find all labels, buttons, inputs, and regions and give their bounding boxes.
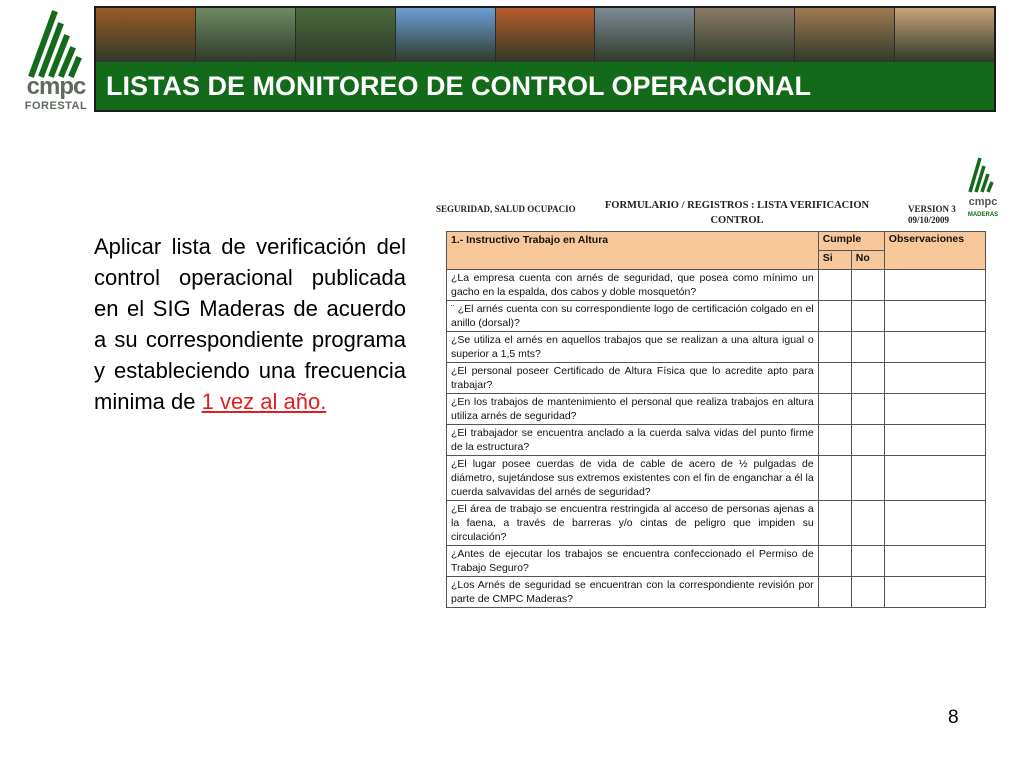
cumple-header: Cumple: [818, 232, 884, 251]
table-row: [447, 332, 986, 363]
si-cell[interactable]: [818, 270, 851, 301]
si-cell[interactable]: [818, 456, 851, 501]
paragraph-text: Aplicar lista de verificación del control operacional publicada en el SIG Maderas de acuerdo a su correspondiente programa y estableciendo una frecuencia minima de: [94, 234, 406, 414]
no-cell[interactable]: [851, 577, 884, 608]
no-cell[interactable]: [851, 332, 884, 363]
no-cell[interactable]: [851, 456, 884, 501]
form-version-number: VERSION 3: [908, 204, 956, 214]
table-row: [447, 501, 986, 546]
almonds-photo: [96, 8, 196, 62]
mill-photo: [595, 8, 695, 62]
table-row: [447, 394, 986, 425]
si-cell[interactable]: [818, 332, 851, 363]
question-cell: ¿El lugar posee cuerdas de vida de cable de acero de ½ pulgadas de diámetro, sujetándose sus extremos existentes con el fin de enganchar a él la cuerda salvavidas del arnés de seguridad?: [447, 456, 819, 501]
logo-division: FORESTAL: [24, 100, 88, 112]
warehouse-photo: [795, 8, 895, 62]
si-cell[interactable]: [818, 301, 851, 332]
form-title-line1: FORMULARIO / REGISTROS : LISTA VERIFICACION CONTROL: [604, 200, 870, 226]
question-cell: ¿El personal poseer Certificado de Altura Física que lo acredite apto para trabajar?: [447, 363, 819, 394]
table-row: [447, 546, 986, 577]
no-header: No: [851, 251, 884, 270]
si-header: Si: [818, 251, 851, 270]
no-cell[interactable]: [851, 301, 884, 332]
si-cell[interactable]: [818, 546, 851, 577]
observaciones-cell[interactable]: [884, 577, 985, 608]
workers-photo: [496, 8, 596, 62]
no-cell[interactable]: [851, 501, 884, 546]
form-department: SEGURIDAD, SALUD OCUPACIO: [436, 204, 576, 214]
section-title: 1.- Instructivo Trabajo en Altura: [447, 232, 819, 270]
table-row: [447, 270, 986, 301]
observaciones-cell[interactable]: [884, 546, 985, 577]
checklist-table: [446, 231, 986, 608]
no-cell[interactable]: [851, 394, 884, 425]
si-cell[interactable]: [818, 394, 851, 425]
no-cell[interactable]: [851, 546, 884, 577]
photo-strip: [96, 8, 994, 62]
cmpc-maderas-logo: [966, 152, 1000, 222]
observaciones-cell[interactable]: [884, 270, 985, 301]
form-version-date: 09/10/2009: [908, 215, 950, 225]
observaciones-cell[interactable]: [884, 363, 985, 394]
factory-photo: [695, 8, 795, 62]
observaciones-cell[interactable]: [884, 501, 985, 546]
no-cell[interactable]: [851, 270, 884, 301]
observaciones-cell[interactable]: [884, 425, 985, 456]
trees-photo: [296, 8, 396, 62]
table-row: [447, 456, 986, 501]
header-banner: [94, 6, 996, 112]
observaciones-cell[interactable]: [884, 394, 985, 425]
forest-photo: [196, 8, 296, 62]
question-cell: ¿La empresa cuenta con arnés de seguridad, que posea como mínimo un gacho en la espalda, dos cabos y doble mosquetón?: [447, 270, 819, 301]
no-cell[interactable]: [851, 425, 884, 456]
cmpc-forestal-logo: [18, 8, 94, 112]
observaciones-cell[interactable]: [884, 456, 985, 501]
question-cell: ¿En los trabajos de mantenimiento el personal que realiza trabajos en altura utiliza arnés de seguridad?: [447, 394, 819, 425]
table-row: [447, 425, 986, 456]
lumber-photo: [895, 8, 994, 62]
si-cell[interactable]: [818, 577, 851, 608]
observaciones-cell[interactable]: [884, 332, 985, 363]
question-cell: ¿El área de trabajo se encuentra restringida al acceso de personas ajenas a la faena, a través de barreras y/o cintas de peligro que impiden su circulación?: [447, 501, 819, 546]
question-cell: ¨ ¿El arnés cuenta con su correspondiente logo de certificación colgado en el anillo (dorsal)?: [447, 301, 819, 332]
question-cell: ¿El trabajador se encuentra anclado a la cuerda salva vidas del punto firme de la estructura?: [447, 425, 819, 456]
page-number: 8: [948, 707, 959, 728]
table-row: [447, 363, 986, 394]
page-title: LISTAS DE MONITOREO DE CONTROL OPERACIONAL: [106, 70, 812, 101]
logo-brand: cmpc: [26, 73, 86, 100]
si-cell[interactable]: [818, 425, 851, 456]
si-cell[interactable]: [818, 363, 851, 394]
observaciones-header: Observaciones: [884, 232, 985, 270]
observaciones-cell[interactable]: [884, 301, 985, 332]
question-cell: ¿Antes de ejecutar los trabajos se encuentra confeccionado el Permiso de Trabajo Seguro?: [447, 546, 819, 577]
small-logo-division: MADERAS: [967, 212, 999, 218]
frequency-link[interactable]: 1 vez al año.: [201, 389, 327, 414]
title-band: [96, 62, 994, 110]
table-row: [447, 301, 986, 332]
no-cell[interactable]: [851, 363, 884, 394]
checklist-form-image: [432, 152, 1002, 622]
si-cell[interactable]: [818, 501, 851, 546]
instruction-paragraph: [94, 231, 406, 417]
small-logo-brand: cmpc: [968, 196, 998, 208]
sky-clouds-photo: [396, 8, 496, 62]
table-row: [447, 577, 986, 608]
question-cell: ¿Se utiliza el arnés en aquellos trabajos que se realizan a una altura igual o superior a 1,5 mts?: [447, 332, 819, 363]
tree-stripes-icon: [24, 8, 88, 80]
form-version: [908, 204, 956, 226]
question-cell: ¿Los Arnés de seguridad se encuentran con la correspondiente revisión por parte de CMPC Maderas?: [447, 577, 819, 608]
